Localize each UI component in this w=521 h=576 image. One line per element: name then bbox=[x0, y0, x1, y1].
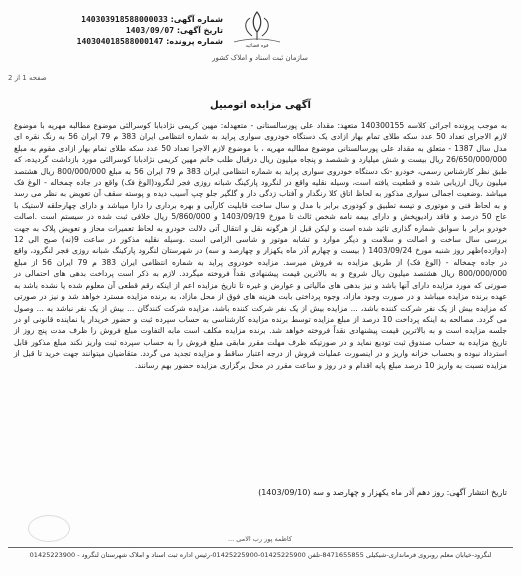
svg-text:قوه قضائیه: قوه قضائیه bbox=[245, 43, 269, 48]
page-number: صفحه 1 از 2 bbox=[8, 74, 47, 82]
notice-date-row: تاریخ آگهی: 1403/09/07 bbox=[125, 26, 223, 35]
file-number: 140304018588000147 bbox=[76, 37, 164, 46]
publish-date-line bbox=[14, 488, 507, 497]
notice-title: آگهی مزایده اتومبیل bbox=[210, 100, 311, 111]
publish-date: (1403/09/10) bbox=[258, 488, 311, 497]
notice-body: به موجب پرونده اجرائی کلاسه 140300155 متعهد: مقداد علی پورسالستانی - متعهدله: مهین کریمی نژادبابا کوسرالئی موضوع مطالبه مهریه با موضوع لازم الاجرای تعداد 50 عدد سکه طلای تمام بهار ازادی یک دستگاه خودروی سواری پراید به شماره انتظامی ایران 383 م 79 ایران 56 به رنگ نقره ای مدل سال 1387 - متعلق به مقداد علی پورسالستانی موضوع مطالبه مهریه ، با موضوع لازم الاجرا تعداد 50 عدد سکه طلای تمام بهار ازادی مقوم به مبلغ 26/650/000/000 ریال بیست و شش میلیارد و ششصد و پنجاه میلیون ریال درقبال طلب خانم مهین کریمی نژادبابا کوسرالئی مورد بازداشت گردیده، که طبق نظر کارشناس رسمی، خودرو -تک دستگاه خودروی سواری پراید به شماره انتظامی ایران 383 م 79 ایران 56 به مبلغ 800/000/000 ریال هشتصد میلیون ریال ارزیابی شده و قطعیت یافته است، وسیله نقلیه واقع در لنگرود پارکینگ شبانه روزی فجر لنگرود(الوغ فک) واقع در جاده چمخاله - الوغ فک میباشد .وضعیت اجمالی سواری مذکور به لحاظ اتاق کلا رنگدار و آفتاب زدگی دار و گلگیر جلو چپ آسیب دیده و پوسته سقف آن تعویض به نظر می رسد و به لحاظ فنی و موتوری و تیسه تطبیق و کودوری برابر با مدل و سال ساخت قابلیت کارآیی و بهره برداری را دارا میباشد و دارای چهارحلقه لاستیک با عاج 50 درصد و فاقد رادیوپخش و دارای بیمه نامه شخص ثالث تا مورخ 1403/09/19 و 5/860/000 ریال خلافی ثبت شده در سیستم است .اصالت خودرو برابر با سوابق شماره گذاری تائید شده است و لیکن قبل از هرگونه نقل و انتقال آتی دلالت خودرو به لحاظ تعمیرات محاز و تعویض پلاک به جهت بررسی سال ساخت و اصالت و سلامت و دیگر موارد و تشابه موتور و شاسی الزامی است .وسیله نقلیه مذکور در ساعت 9(نه) صبح الی 12 (دوازده)ظهر روز شنبه مورخ 1403/09/24 ( بیست و چهارم آذر ماه یکهزار و چهارصد و سه) در شهرستان لنگرود پارکینگ شبانه روزی فجر لنگرود، واقع در جاده چمخاله - (الوغ فک) از طریق مزایده به فروش میرسد. مزایده خودروی پراید به شماره انتظامی ایران 383 م 79 ایران 56 از مبلغ 800/000/000 ریال هشتصد میلیون ریال شروع و به بالاترین قیمت پیشنهادی نقداً فروخته میگردد. لازم به ذکر است پرداخت بدهی های احتمالی در صورتی که مورد مزایده دارای آنها باشد و نیز بدهی های مالیاتی و عوارض و غیره تا تاریخ مزایده اعم از اینکه رقم قطعی آن معلوم شده یا نشده باشد به عهده برنده مزایده میباشد و در صورت وجود مازاد، وجوه پرداختی بابت هزینه های فوق از محل مازاد، به برنده مزایده مسترد خواهد شد و نیز در صورتی که مزایده بیش از یک نفر شرکت کننده باشد، ... مزایده بیش از یک نفر شرکت کننده باشد، مزایده شرکت کنندگان ... بیش از یک نفر نباشد به ... وصول می گردد. مصالحه به اینکه پرداخت 10 درصد از مبلغ مزایده توسط برنده مزایده کارشناسی به حساب سپرده ثبت و حضور خریدار یا نماینده قانونی او در جلسه مزایده است و به بالاترین قیمت پیشنهادی نقداً فروخته خواهد شد. برنده مزایده مکلف است مابه التفاوت مبلغ فروش را ظرف مدت پنج روز از تاریخ مزایده به حساب صندوق ثبت تودیع نماید و در صورتیکه ظرف مهلت مقرر مابقی مبلغ فروش را به حساب سپرده ثبت واریز نکند مبلغ مذکور قابل استرداد نبوده و بحساب خزانه واریز و در اینصورت عملیات فروش از درجه اعتبار ساقط و مزایده تجدید می گردد. متقاضیان میتوانند جهت خرید تا قبل از مزایده نسبت به واریز 10 درصد مبلغ پایه اقدام و در روز و ساعت مقرر در محل برگزاری مزایده حضور بهم رسانند. bbox=[14, 121, 508, 370]
signature: کاظمه پور رب الامی ... bbox=[228, 535, 292, 543]
case-number-row: شماره آگهی: 140303918588000033 bbox=[81, 15, 223, 24]
organization-name: سازمان ثبت اسناد و املاک کشور bbox=[212, 54, 308, 62]
stamp-seal bbox=[28, 515, 70, 542]
notice-date: 1403/09/07 bbox=[125, 26, 175, 35]
publish-label: تاریخ انتشار آگهی: روز دهم آذر ماه یکهزار و چهارصد و سه bbox=[312, 488, 507, 497]
document-header bbox=[0, 0, 521, 92]
notice-meta bbox=[23, 14, 223, 47]
file-number-row: شماره پرونده: 140304018588000147 bbox=[76, 37, 223, 46]
judiciary-emblem-icon bbox=[222, 8, 292, 48]
footer-divider bbox=[8, 547, 513, 548]
footer-address: لنگرود-خیابان معلم روبروی فرمانداری-شیکیلی 8471655855-تلفن 01425225900-01425225900-رئیس اداره ثبت اسناد و املاک شهرستان لنگرود - 01425223900 bbox=[29, 551, 492, 559]
case-number: 140303918588000033 bbox=[81, 15, 168, 24]
